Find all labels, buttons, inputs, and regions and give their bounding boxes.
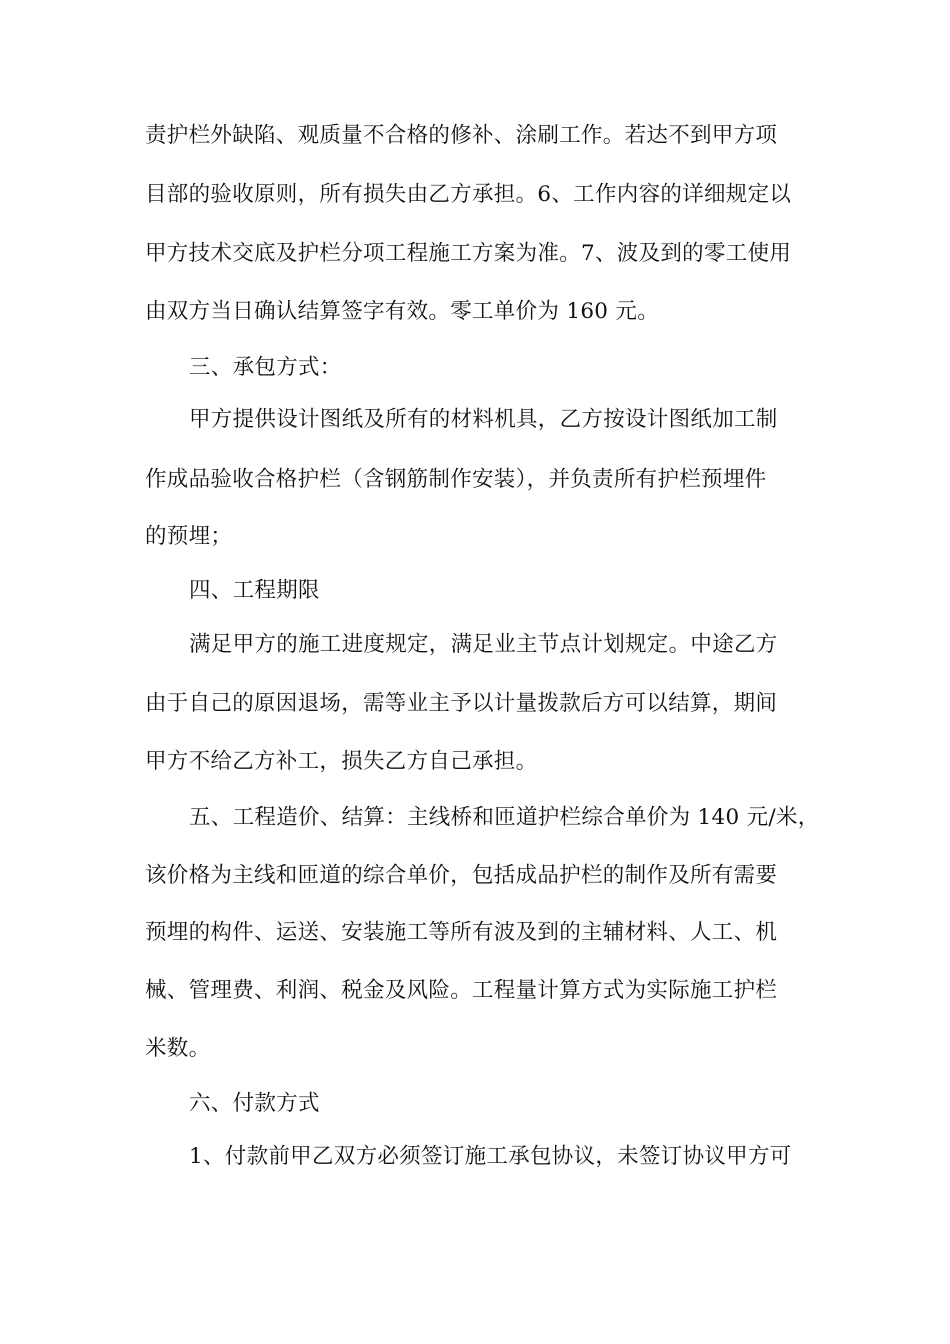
paragraph-line: 甲方提供设计图纸及所有的材料机具，乙方按设计图纸加工制 xyxy=(189,407,778,432)
paragraph-line: 满足甲方的施工进度规定，满足业主节点计划规定。中途乙方 xyxy=(189,632,778,657)
section-heading-contract-method: 三、承包方式： xyxy=(189,355,342,380)
paragraph-line: 由于自己的原因退场，需等业主予以计量拨款后方可以结算，期间 xyxy=(145,691,778,716)
section-heading-project-cost: 五、工程造价、结算：主线桥和匝道护栏综合单价为 140 元/米， xyxy=(189,805,820,830)
paragraph-line: 甲方技术交底及护栏分项工程施工方案为准。7、波及到的零工使用 xyxy=(145,241,792,266)
paragraph-line: 械、管理费、利润、税金及风险。工程量计算方式为实际施工护栏 xyxy=(145,978,778,1003)
paragraph-line: 作成品验收合格护栏（含钢筋制作安装），并负责所有护栏预埋件 xyxy=(145,467,767,492)
paragraph-line: 甲方不给乙方补工，损失乙方自己承担。 xyxy=(145,749,538,774)
section-heading-payment-method: 六、付款方式 xyxy=(189,1091,320,1116)
paragraph-line: 由双方当日确认结算签字有效。零工单价为 160 元。 xyxy=(145,299,660,324)
paragraph-line: 米数。 xyxy=(145,1036,211,1061)
paragraph-line: 责护栏外缺陷、观质量不合格的修补、涂刷工作。若达不到甲方项 xyxy=(145,123,778,148)
paragraph-line: 目部的验收原则，所有损失由乙方承担。6、工作内容的详细规定以 xyxy=(145,182,792,207)
paragraph-line: 的预埋； xyxy=(145,524,233,549)
paragraph-line: 1、付款前甲乙双方必须签订施工承包协议，未签订协议甲方可 xyxy=(189,1144,792,1169)
paragraph-line: 该价格为主线和匝道的综合单价，包括成品护栏的制作及所有需要 xyxy=(145,863,778,888)
paragraph-line: 预埋的构件、运送、安装施工等所有波及到的主辅材料、人工、机 xyxy=(145,920,778,945)
section-heading-project-period: 四、工程期限 xyxy=(189,578,320,603)
